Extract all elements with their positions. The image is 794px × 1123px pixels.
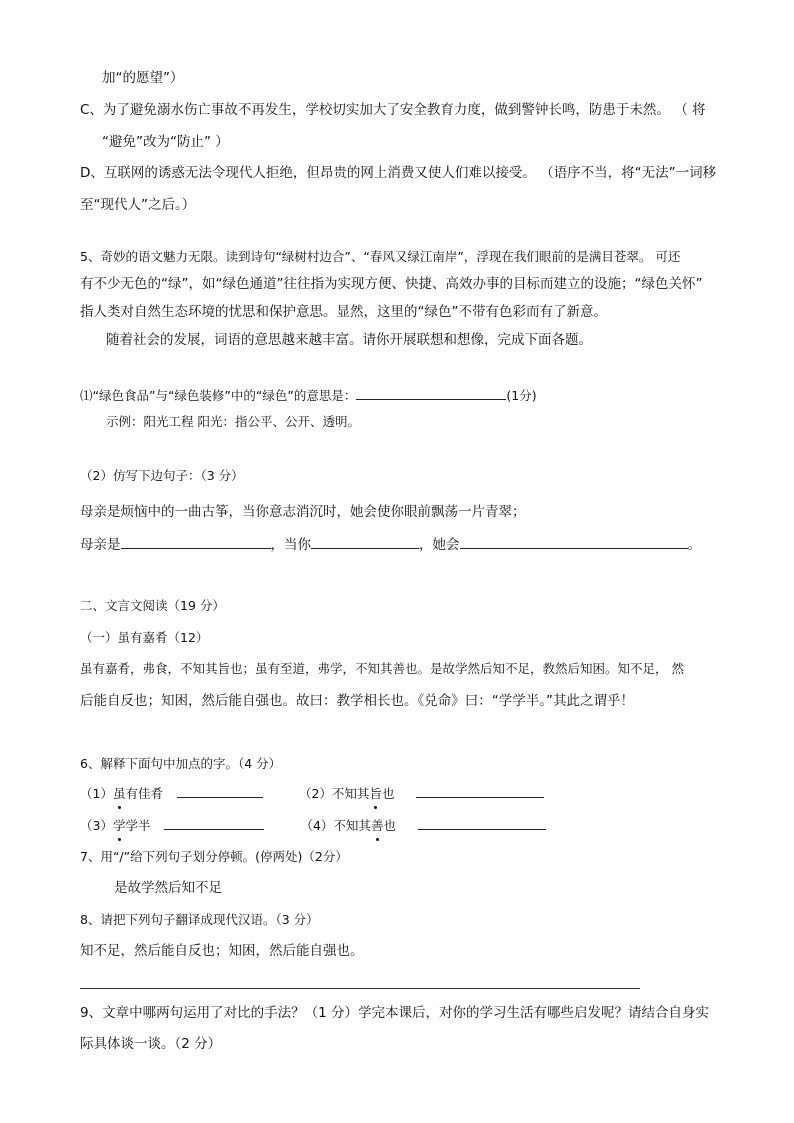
q6-item3-prefix: （3） xyxy=(80,818,113,833)
q5-sub2-mother-label: 母亲是 xyxy=(80,537,121,553)
q5-sub1-label: ⑴“绿色食品”与“绿色装修”中的“绿色”的意思是： xyxy=(80,388,357,403)
q5-sub2-fill-line xyxy=(80,534,701,555)
q5-paragraph2: 随着社会的发展，词语的意思越来越丰富。请你开展联想和想像，完成下面各题。 xyxy=(106,332,592,348)
q5-sub1-answer-blank[interactable] xyxy=(356,385,506,400)
q8-answer-line[interactable] xyxy=(80,988,640,989)
q6-item1-prefix: （1） xyxy=(80,786,113,801)
q5-sub1-line xyxy=(80,385,537,406)
classical-text-line2: 后能自反也；知困，然后能自强也。故曰：教学相长也。《兑命》曰：“学学半。”其此之谓乎！ xyxy=(80,693,634,709)
q6-item3-blank[interactable] xyxy=(164,815,264,830)
q6-item4-blank[interactable] xyxy=(418,815,546,830)
q7-title: 7、用“/”给下列句子划分停顿。(停两处)（2分） xyxy=(80,849,348,864)
q6-item2-prefix: （2）不知其 xyxy=(298,786,370,801)
q4-option-b-continuation: 加“的愿望”） xyxy=(102,70,184,86)
q6-item1-blank[interactable] xyxy=(177,783,263,798)
q5-sub2-sentence: 母亲是烦恼中的一曲古筝，当你意志消沉时，她会使你眼前飘荡一片青翠； xyxy=(80,504,526,520)
section2-subtitle: （一）虽有嘉肴（12） xyxy=(80,630,209,645)
q6-row2 xyxy=(80,815,546,836)
q4-option-c-line2: “避免”改为“防止” ） xyxy=(102,134,229,150)
q5-sub2-end: 。 xyxy=(687,537,701,553)
q8-sentence: 知不足，然后能自反也；知困，然后能自强也。 xyxy=(80,943,364,959)
q6-item2-blank[interactable] xyxy=(416,783,544,798)
q6-item2-suffix: 也 xyxy=(381,786,395,801)
q5-sub2-when-label: ，当你 xyxy=(270,537,311,553)
q7-sentence: 是故学然后知不足 xyxy=(114,880,222,896)
q4-option-d-line1: D、互联网的诱惑无法令现代人拒绝，但昂贵的网上消费又使人们难以接受。 （语序不当，将“无法”一词移 xyxy=(80,165,717,181)
q5-sub2-blank-2[interactable] xyxy=(311,534,419,549)
q9-line1: 9、文章中哪两句运用了对比的手法？（1 分）学完本课后，对你的学习生活有哪些启发呢？请结合自身实 xyxy=(80,1005,709,1021)
q5-sub2-blank-3[interactable] xyxy=(460,534,688,549)
q6-item2-dotted-char: 旨 xyxy=(369,784,382,804)
q6-item3-dotted-char: 学 xyxy=(113,816,126,836)
q5-sub2-she-label: ，她会 xyxy=(419,537,460,553)
q5-sub2-title: （2）仿写下边句子：（3 分） xyxy=(80,468,244,483)
q8-title: 8、请把下列句子翻译成现代汉语。（3 分） xyxy=(80,912,319,927)
q6-item4-suffix: 也 xyxy=(383,818,396,833)
q5-sub1-score: (1分) xyxy=(506,388,537,403)
q9-line2: 际具体谈一谈。（2 分） xyxy=(80,1036,222,1052)
q5-sub2-blank-1[interactable] xyxy=(121,534,271,549)
q4-option-c-line1: C、为了避免溺水伤亡事故不再发生，学校切实加大了安全教育力度，做到警钟长鸣，防患于未然。 （ 将 xyxy=(80,102,706,118)
q6-item4-prefix: （4）不知其 xyxy=(300,818,371,833)
q5-sub1-example: 示例：阳光工程 阳光：指公平、公开、透明。 xyxy=(106,414,360,429)
q5-paragraph-line2: 有不少无色的“绿”，如“绿色通道”往往指为实现方便、快捷、高效办事的目标而建立的设施；“绿色关怀” xyxy=(80,276,703,292)
q6-item4-dotted-char: 善 xyxy=(371,816,384,836)
section2-title: 二、文言文阅读（19 分） xyxy=(80,598,225,613)
q4-option-d-line2: 至“现代人”之后。） xyxy=(80,197,196,213)
classical-text-line1: 虽有嘉肴，弗食，不知其旨也；虽有至道，弗学，不知其善也。是故学然后知不足，教然后知困。知不足， 然 xyxy=(80,661,684,676)
q6-item3-suffix: 学半 xyxy=(125,818,151,833)
q6-item1-dotted-char: 虽 xyxy=(113,784,126,804)
q6-row1 xyxy=(80,783,544,804)
q6-title: 6、解释下面句中加点的字。（4 分） xyxy=(80,756,282,771)
q5-paragraph-line3: 指人类对自然生态环境的忧思和保护意思。显然，这里的“绿色”不带有色彩而有了新意。 xyxy=(80,304,607,320)
q5-paragraph-line1: 5、奇妙的语文魅力无限。读到诗句“绿树村边合”、“春风又绿江南岸”，浮现在我们眼前的是满目苍翠。 可还 xyxy=(80,249,681,264)
q6-item1-suffix: 有佳肴 xyxy=(125,786,163,801)
